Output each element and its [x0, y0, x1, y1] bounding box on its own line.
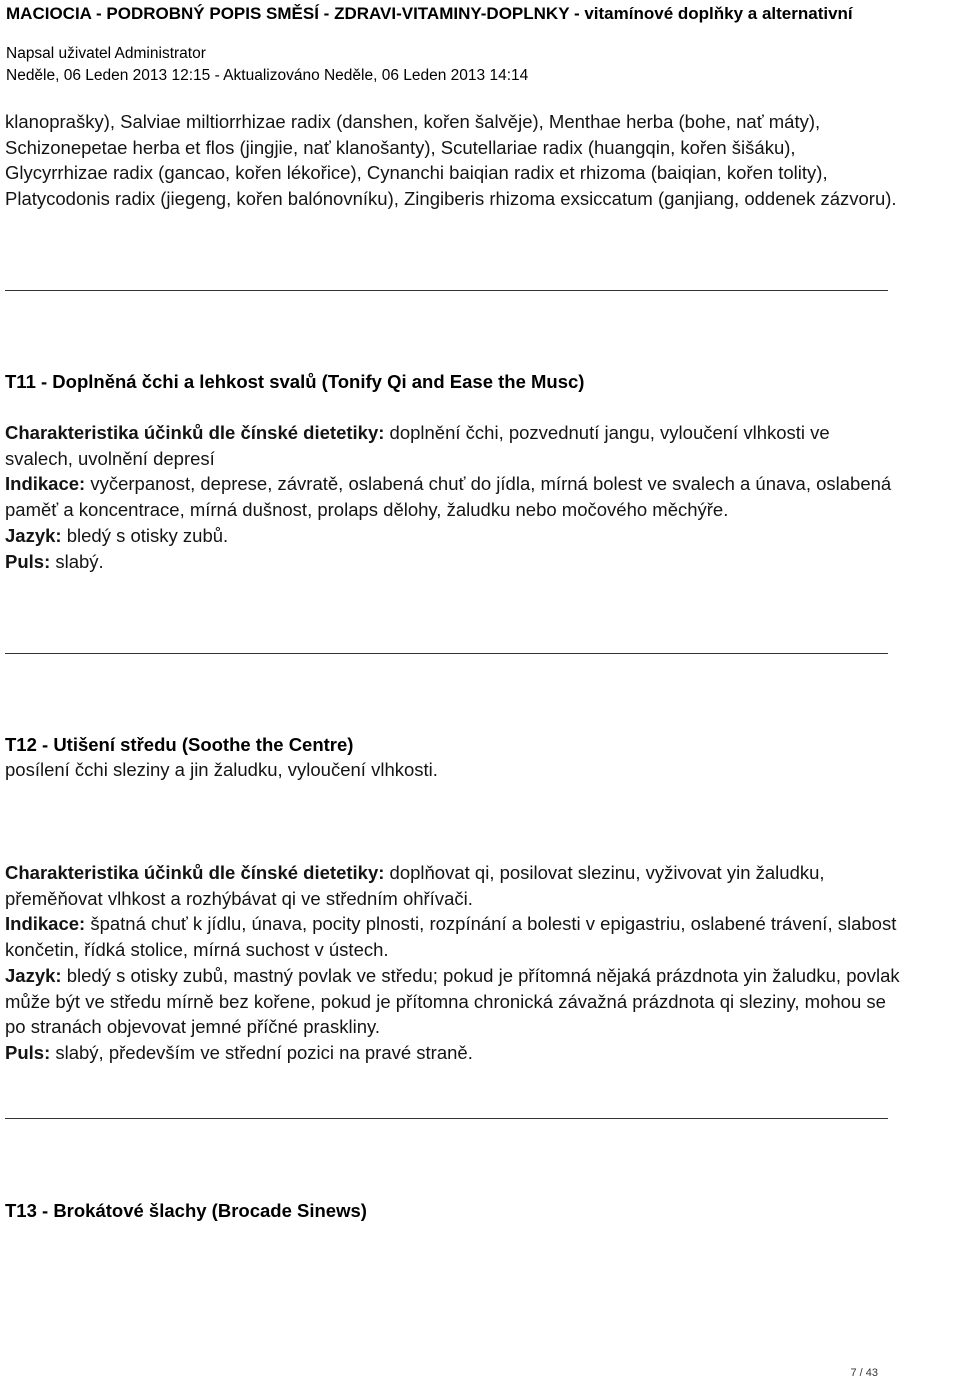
t12-section — [5, 860, 900, 1066]
t12-indications — [5, 911, 900, 962]
t12-subtitle: posílení čchi sleziny a jin žaludku, vyloučení vlhkosti. — [5, 759, 438, 780]
section-divider — [5, 290, 888, 291]
section-divider — [5, 1118, 888, 1119]
t11-heading: T11 - Doplněná čchi a lehkost svalů (Tonify Qi and Ease the Musc) — [5, 371, 585, 392]
t12-char-text: doplňovat qi, posilovat slezinu, vyživovat yin žaludku, přeměňovat vlhkost a rozhýbávat qi ve středním ohřívači. — [5, 862, 825, 909]
t12-ind-label: Indikace: — [5, 913, 86, 935]
t12-char-label: Charakteristika účinků dle čínské dietetiky: — [5, 862, 385, 883]
t12-ind-text: špatná chuť k jídlu, únava, pocity plnosti, rozpínání a bolesti v epigastriu, oslabené trávení, slabost končetin, řídká stolice, mírná suchost v ústech. — [5, 913, 897, 961]
date-line: Neděle, 06 Leden 2013 12:15 - Aktualizováno Neděle, 06 Leden 2013 14:14 — [6, 67, 529, 84]
t11-section — [5, 420, 900, 574]
t12-pulse-text: slabý, především ve střední pozici na pravé straně. — [50, 1041, 473, 1063]
t11-tongue-label: Jazyk: — [5, 524, 62, 546]
t12-heading: T12 - Utišení středu (Soothe the Centre) — [5, 734, 354, 755]
t11-pulse — [5, 549, 900, 575]
t11-tongue-text: bledý s otisky zubů. — [61, 524, 229, 546]
t11-char-text: doplnění čchi, pozvednutí jangu, vyloučení vlhkosti ve svalech, uvolnění depresí — [5, 422, 830, 469]
document-title: MACIOCIA - PODROBNÝ POPIS SMĚSÍ - ZDRAVI-VITAMINY-DOPLNKY - vitamínové doplňky a alternativní — [6, 4, 853, 23]
t13-heading: T13 - Brokátové šlachy (Brocade Sinews) — [5, 1200, 367, 1221]
page-number: 7 / 43 — [850, 1367, 878, 1379]
t11-ind-text: vyčerpanost, deprese, závratě, oslabená chuť do jídla, mírná bolest ve svalech a únava, oslabená paměť a koncentrace, mírná dušnost, prolaps dělohy, žaludku nebo močového měchýře. — [5, 473, 892, 521]
document-header — [0, 0, 960, 34]
t11-characteristics — [5, 420, 900, 471]
intro-paragraph: klanoprašky), Salviae miltiorrhizae radix (danshen, kořen šalvěje), Menthae herba (bohe, nať máty), Schizonepetae herba et flos (jingjie, nať klanošanty), Scutellariae radix (huangqin, kořen šišáku), Glycyrrhizae radix (gancao, kořen lékořice), Cynanchi baiqian radix et rhizoma (baiqian, kořen tolity), Platycodonis radix (jiegeng, kořen balónovníku), Zingiberis rhizoma exsiccatum (ganjiang, oddenek zázvoru). — [5, 111, 897, 210]
t12-tongue — [5, 963, 900, 1040]
t11-indications — [5, 471, 900, 522]
section-divider — [5, 653, 888, 654]
author-line: Napsal uživatel Administrator — [6, 45, 206, 62]
t12-tongue-label: Jazyk: — [5, 964, 62, 986]
t11-pulse-text: slabý. — [50, 550, 104, 572]
t11-char-label: Charakteristika účinků dle čínské dietetiky: — [5, 422, 385, 443]
t11-ind-label: Indikace: — [5, 473, 86, 495]
t12-pulse — [5, 1040, 900, 1066]
t11-pulse-label: Puls: — [5, 550, 51, 572]
t11-tongue — [5, 523, 900, 549]
t12-pulse-label: Puls: — [5, 1041, 51, 1063]
t12-tongue-text: bledý s otisky zubů, mastný povlak ve středu; pokud je přítomná nějaká prázdnota yin žaludku, povlak může být ve středu mírně bez kořene, pokud je přítomna chronická závažná prázdnota qi sleziny, mohou se po stranách objevovat jemné příčné praskliny. — [5, 964, 900, 1038]
t12-characteristics — [5, 860, 900, 911]
